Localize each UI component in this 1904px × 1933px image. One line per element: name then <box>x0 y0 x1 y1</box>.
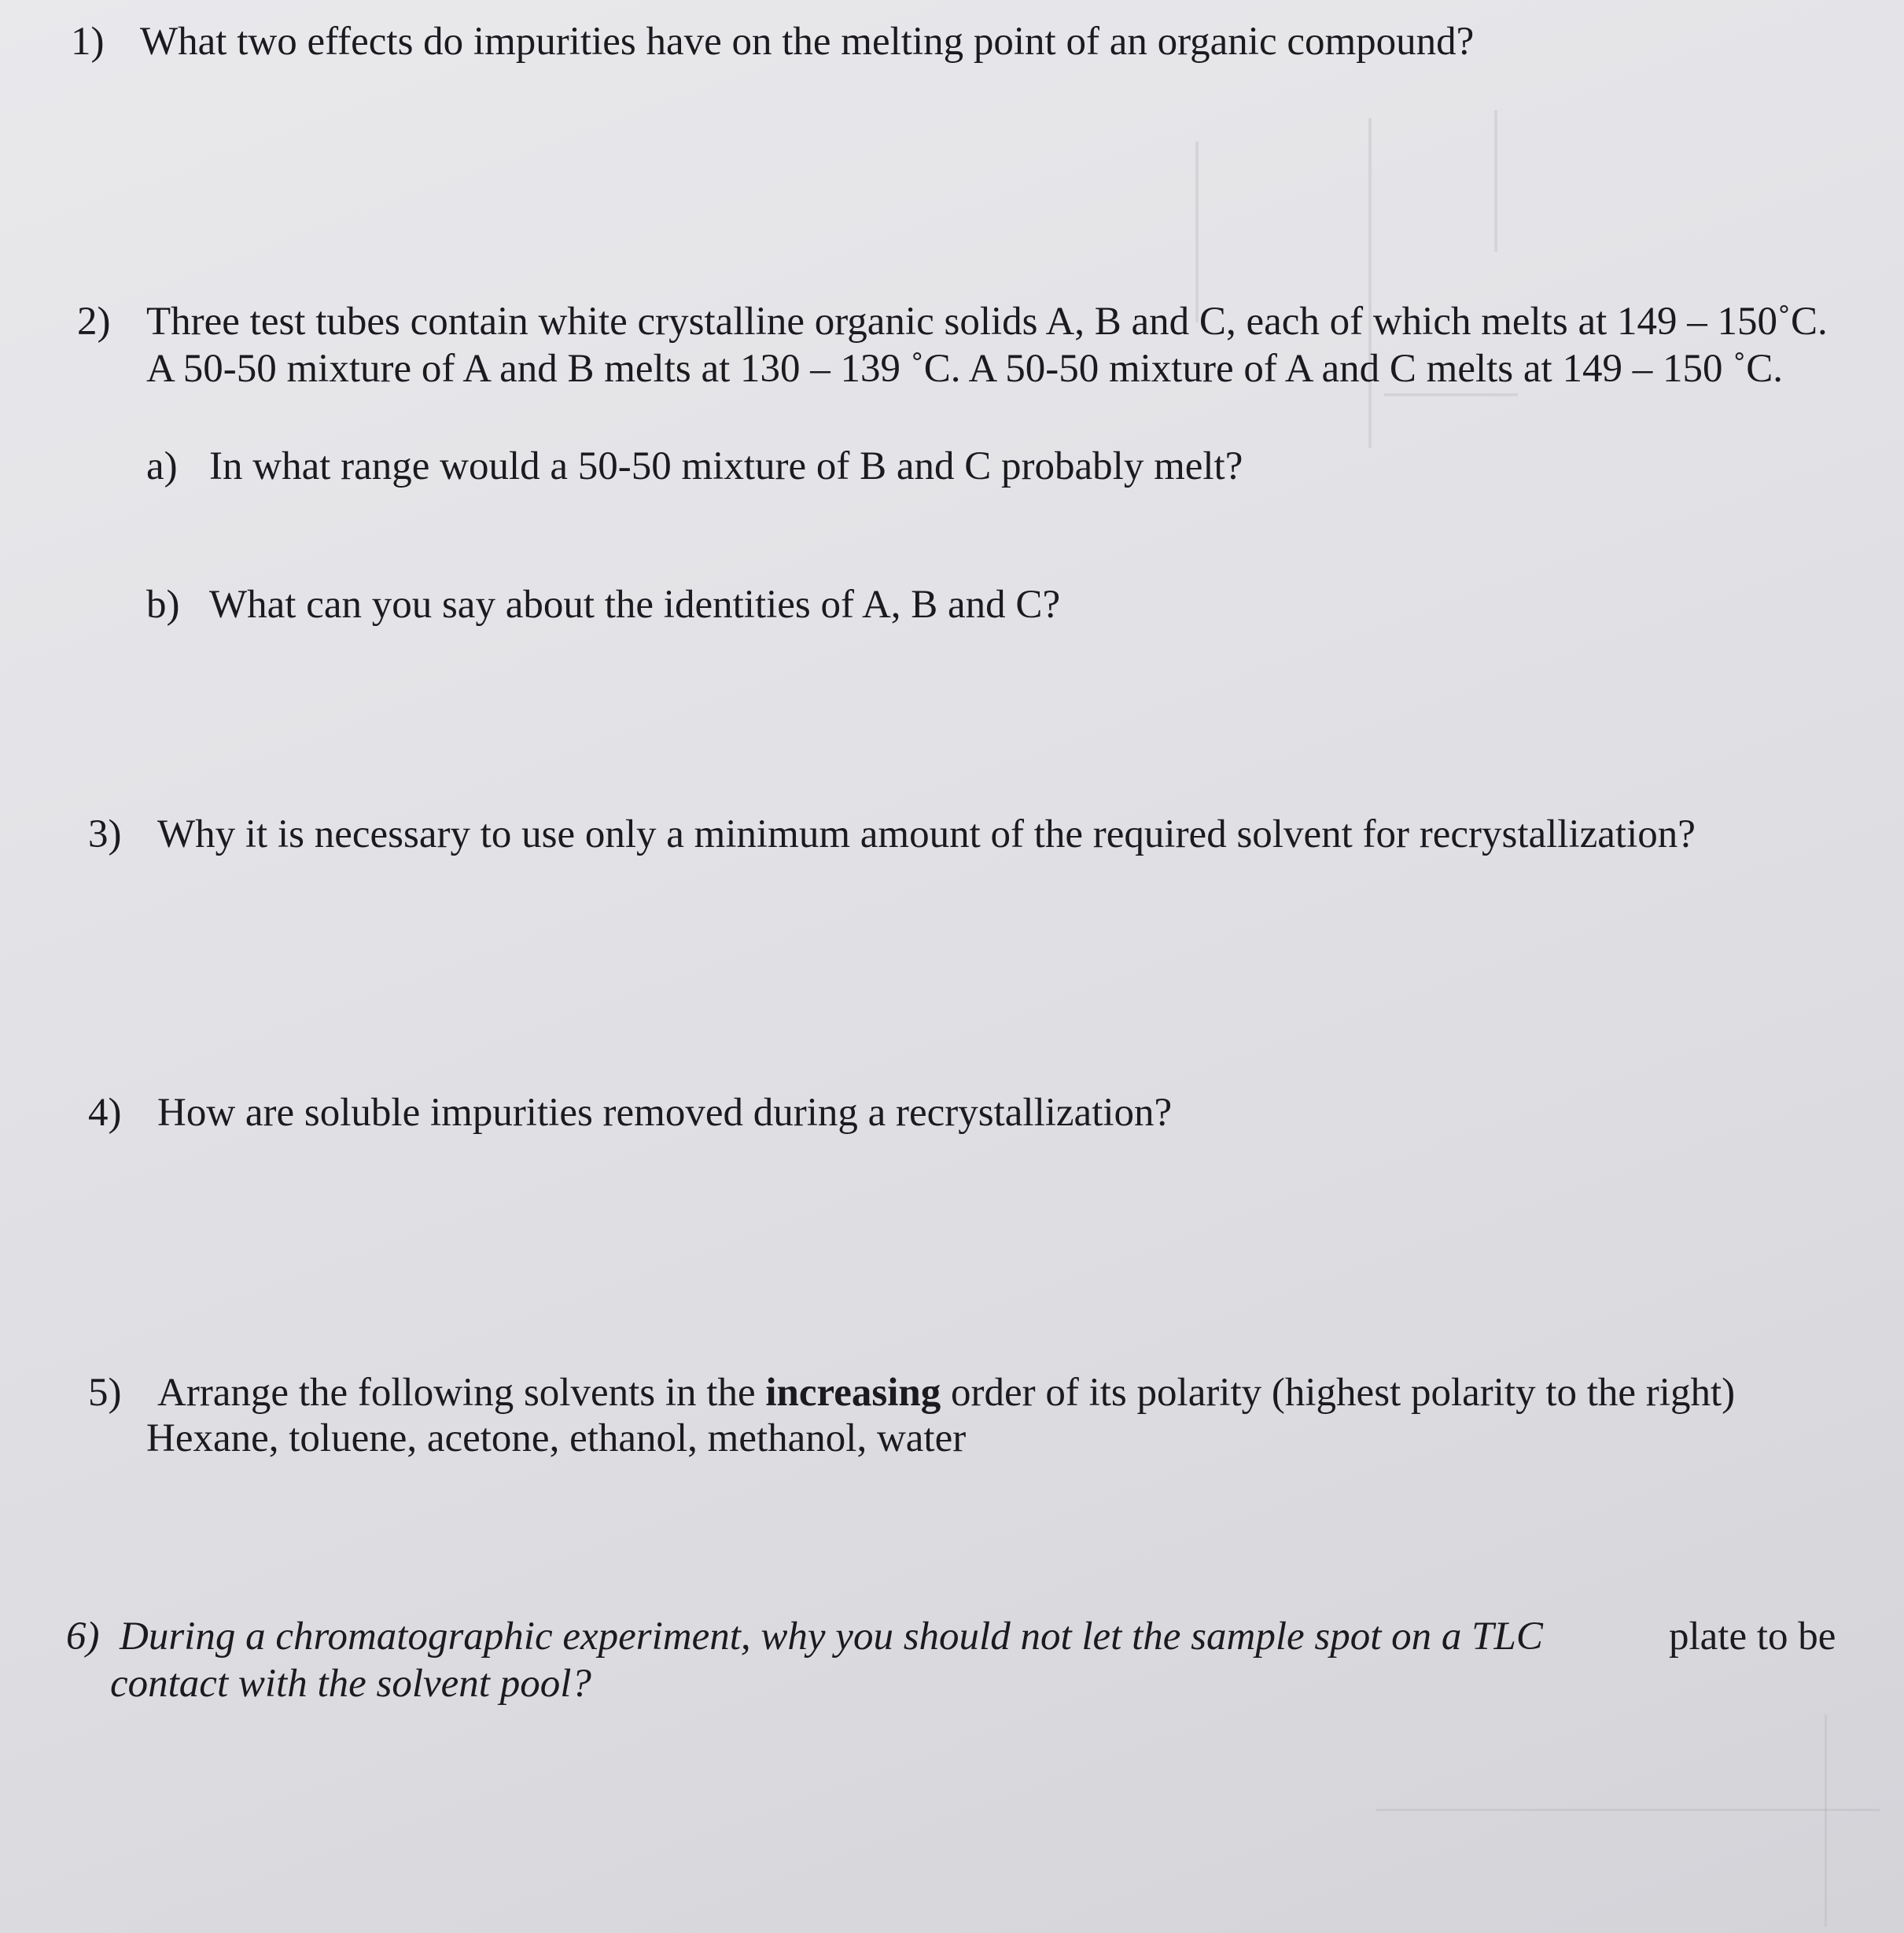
bleed-through-box <box>1368 118 1372 448</box>
question-2 <box>77 297 1828 346</box>
question-6-line-1: During a chromatographic experiment, why you should not let the sample spot on a TLC <box>120 1615 1543 1659</box>
question-2b-text: What can you say about the identities of A, B and C? <box>209 583 1061 627</box>
question-4 <box>88 1088 1172 1137</box>
question-1 <box>71 17 1474 66</box>
question-4-number: 4) <box>88 1091 122 1135</box>
question-2-line-2: A 50-50 mixture of A and B melts at 130 – 139 ˚C. A 50-50 mixture of A and C melts at 149 – 150 ˚C. <box>146 347 1783 391</box>
question-1-text: What two effects do impurities have on the melting point of an organic compound? <box>140 20 1475 64</box>
question-3 <box>88 810 1696 859</box>
question-4-text: How are soluble impurities removed during a recrystallization? <box>157 1091 1173 1135</box>
question-6-number: 6) <box>66 1615 100 1659</box>
question-5-number: 5) <box>88 1371 122 1415</box>
question-5 <box>88 1368 1735 1417</box>
question-5-solvent-list: Hexane, toluene, acetone, ethanol, methanol, water <box>146 1416 967 1460</box>
bleed-through-line <box>1376 1809 1880 1811</box>
question-2a-label: a) <box>146 444 178 488</box>
question-2a-text: In what range would a 50-50 mixture of B and C probably melt? <box>209 444 1243 488</box>
bleed-through-box <box>1494 110 1497 252</box>
question-2a <box>146 442 1243 491</box>
question-5-line-1-end: order of its polarity (highest polarity to the right) <box>951 1371 1736 1415</box>
bleed-through-box <box>1195 142 1199 322</box>
question-2-line-1: Three test tubes contain white crystalline organic solids A, B and C, each of which melts at 149 – 150˚C. <box>146 300 1828 344</box>
question-3-text: Why it is necessary to use only a minimum amount of the required solvent for recrystallization? <box>157 812 1696 856</box>
question-3-number: 3) <box>88 812 122 856</box>
bleed-through-line <box>1825 1714 1827 1927</box>
bleed-through-box <box>1384 393 1518 396</box>
question-6 <box>66 1612 1543 1661</box>
question-6-line-2: contact with the solvent pool? <box>110 1662 591 1706</box>
question-2-number: 2) <box>77 300 111 344</box>
question-6-line-1-tail: plate to be <box>1669 1615 1836 1659</box>
question-1-number: 1) <box>71 20 105 64</box>
question-5-emphasis-word: increasing <box>765 1371 941 1415</box>
question-2b <box>146 580 1060 629</box>
question-2b-label: b) <box>146 583 180 627</box>
question-5-line-1-start: Arrange the following solvents in the <box>157 1371 756 1415</box>
